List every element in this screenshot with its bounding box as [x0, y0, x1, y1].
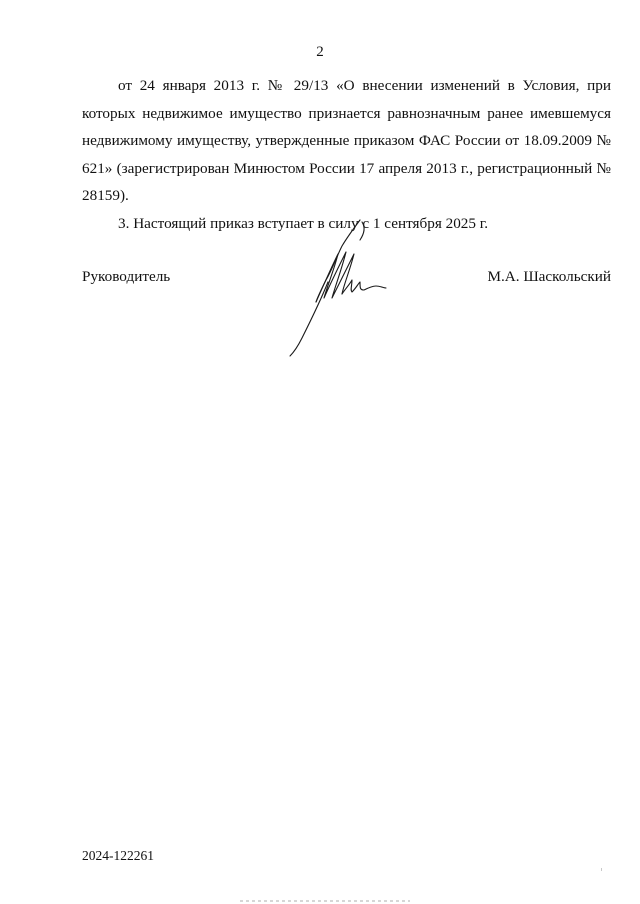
signatory-name: М.А. Шаскольский	[487, 268, 611, 285]
document-registration-code: 2024-122261	[82, 848, 154, 863]
page-number: 2	[316, 44, 324, 60]
scan-artifact-dot	[601, 868, 602, 871]
signatory-role: Руководитель	[82, 268, 171, 285]
paragraph-clause-3: 3. Настоящий приказ вступает в силу с 1 сентября 2025 г.	[118, 214, 489, 232]
document-body	[82, 72, 611, 237]
paragraph-continuation: от 24 января 2013 г. № 29/13 «О внесении изменений в Условия, при которых недвижимое имущество признается равнозначным ранее имевшемуся недвижимому имуществу, утвержденные приказом ФАС России от 18.09.2009 № 621» (зарегистрирован Минюстом России 17 апреля 2013 г., регистрационный № 28159).	[82, 77, 611, 204]
handwritten-signature	[280, 218, 400, 360]
scan-artifact-line	[240, 900, 410, 902]
